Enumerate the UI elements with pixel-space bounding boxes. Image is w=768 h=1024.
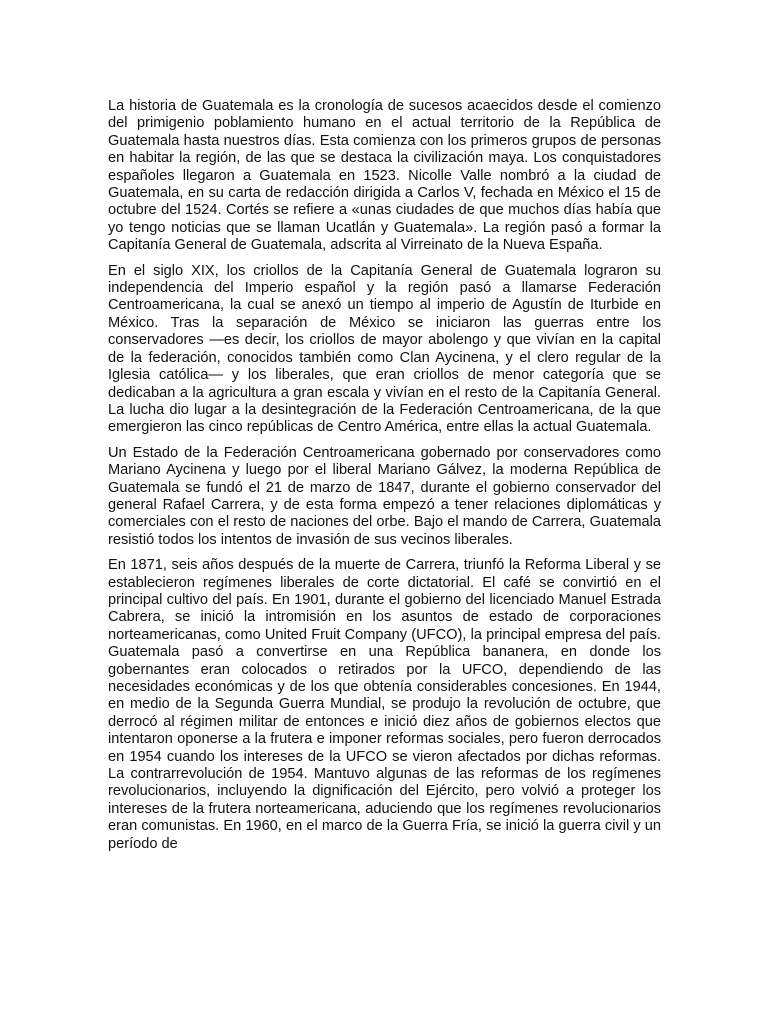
document-page xyxy=(108,98,661,861)
paragraph-2: En el siglo XIX, los criollos de la Capitanía General de Guatemala lograron su independencia del Imperio español y la región pasó a llamarse Federación Centroamericana, la cual se anexó un tiempo al imperio de Agustín de Iturbide en México. Tras la separación de México se iniciaron las guerras entre los conservadores —es decir, los criollos de mayor abolengo y que vivían en la capital de la federación, conocidos también como Clan Aycinena, y el clero regular de la Iglesia católica— y los liberales, que eran criollos de menor categoría que se dedicaban a la agricultura a gran escala y vivían en el resto de la Capitanía General. La lucha dio lugar a la desintegración de la Federación Centroamericana, de la que emergieron las cinco repúblicas de Centro América, entre ellas la actual Guatemala. xyxy=(108,262,661,436)
paragraph-3: Un Estado de la Federación Centroamericana gobernado por conservadores como Mariano Aycinena y luego por el liberal Mariano Gálvez, la moderna República de Guatemala se fundó el 21 de marzo de 1847, durante el gobierno conservador del general Rafael Carrera, y de esta forma empezó a tener relaciones diplomáticas y comerciales con el resto de naciones del orbe. Bajo el mando de Carrera, Guatemala resistió todos los intentos de invasión de sus vecinos liberales. xyxy=(108,444,661,548)
paragraph-4: En 1871, seis años después de la muerte de Carrera, triunfó la Reforma Liberal y se establecieron regímenes liberales de corte dictatorial. El café se convirtió en el principal cultivo del país. En 1901, durante el gobierno del licenciado Manuel Estrada Cabrera, se inició la intromisión en los asuntos de estado de corporaciones norteamericanas, como United Fruit Company (UFCO), la principal empresa del país. Guatemala pasó a convertirse en una República bananera, en donde los gobernantes eran colocados o retirados por la UFCO, dependiendo de las necesidades económicas y de los que obtenía considerables concesiones. En 1944, en medio de la Segunda Guerra Mundial, se produjo la revolución de octubre, que derrocó al régimen militar de entonces e inició diez años de gobiernos electos que intentaron oponerse a la frutera e imponer reformas sociales, pero fueron derrocados en 1954 cuando los intereses de la UFCO se vieron afectados por dichas reformas. La contrarrevolución de 1954. Mantuvo algunas de las reformas de los regímenes revolucionarios, incluyendo la dignificación del Ejército, pero volvió a proteger los intereses de la frutera norteamericana, aduciendo que los regímenes revolucionarios eran comunistas. En 1960, en el marco de la Guerra Fría, se inició la guerra civil y un período de xyxy=(108,557,661,852)
paragraph-1: La historia de Guatemala es la cronología de sucesos acaecidos desde el comienzo del primigenio poblamiento humano en el actual territorio de la República de Guatemala hasta nuestros días. Esta comienza con los primeros grupos de personas en habitar la región, de las que se destaca la civilización maya. Los conquistadores españoles llegaron a Guatemala en 1523. Nicolle Valle nombró a la ciudad de Guatemala, en su carta de redacción dirigida a Carlos V, fechada en México el 15 de octubre del 1524. Cortés se refiere a «unas ciudades de que muchos días había que yo tengo noticias que se llaman Ucatlán y Guatemala». La región pasó a formar la Capitanía General de Guatemala, adscrita al Virreinato de la Nueva España. xyxy=(108,98,661,254)
